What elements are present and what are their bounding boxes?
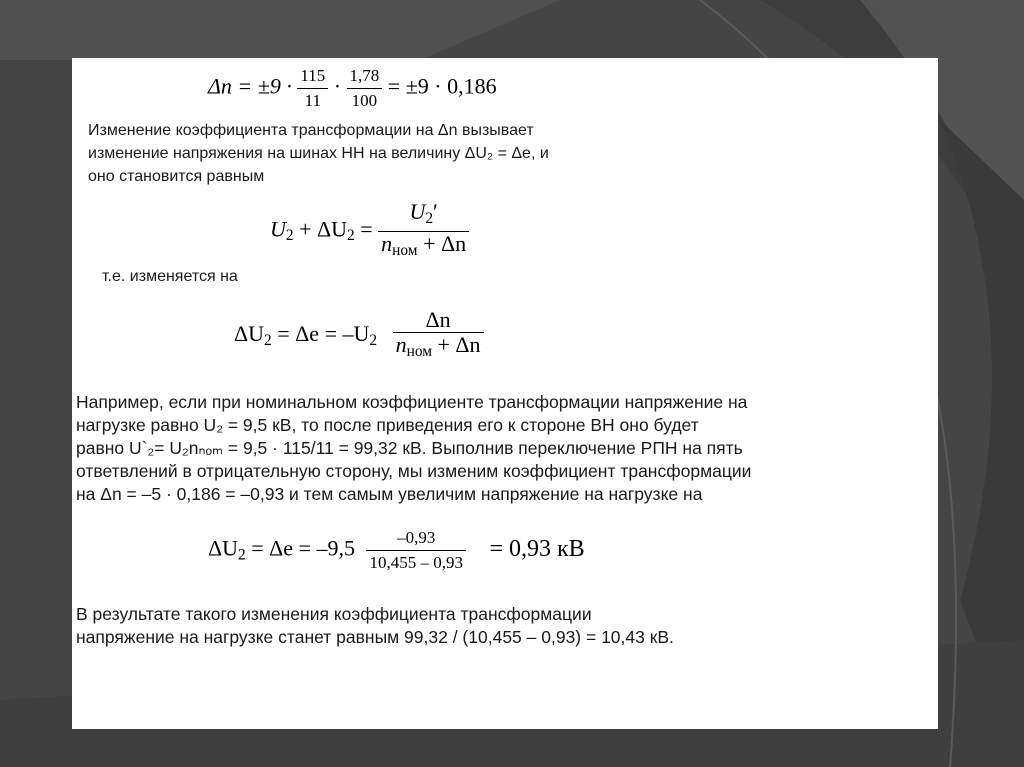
paragraph-2: т.е. изменяется на	[102, 268, 238, 285]
paragraph-3-line-4: ответвлений в отрицательную сторону, мы изменим коэффициент трансформации	[76, 461, 752, 481]
paragraph-4-line-1: В результате такого изменения коэффициента трансформации	[76, 604, 592, 624]
fraction-115-11: $\frac{115}{11}$	[297, 64, 328, 113]
paragraph-3-line-5: на Δn = –5 · 0,186 = –0,93 и тем самым увеличим напряжение на нагрузке на	[76, 484, 703, 504]
paragraph-1-line-1: Изменение коэффициента трансформации на Δn вызывает	[88, 122, 534, 139]
fraction-u2-over-n: $\frac{U_2'}{n_{ном} + \Delta n}$	[378, 200, 469, 263]
paragraph-1-line-3: оно становится равным	[88, 168, 265, 185]
formula-u2-plus-delta: $U_2 + \Delta U_2$ = $\frac{U_2'}{n_{ном} + \Delta n}$	[270, 200, 469, 263]
paragraph-3-line-1: Например, если при номинальном коэффициенте трансформации напряжение на	[76, 392, 748, 412]
formula-delta-u2-result: $\Delta U_2 = \Delta e = -9,5$ $\frac{-0,93}{10,455 - 0,93}$ = 0,93 кВ	[208, 526, 585, 575]
paragraph-3-line-2: нагрузке равно U₂ = 9,5 кВ, то после приведения его к стороне ВН оно будет	[76, 415, 699, 435]
slide-content	[72, 58, 938, 729]
formula-delta-n: Δn = ±9 · $\frac{115}{11}$ · $\frac{1,78}{100}$ = ±9 · 0,186	[208, 64, 497, 113]
paragraph-3-line-3: равно U`₂= U₂nₙₒₘ = 9,5 · 115/11 = 99,32 кВ. Выполнив переключение РПН на пять	[76, 438, 743, 458]
fraction-178-100: $\frac{1,78}{100}$	[347, 64, 383, 113]
paragraph-1-line-2: изменение напряжения на шинах НН на величину ΔU₂ = Δe, и	[88, 145, 549, 162]
fraction-delta-n-over-n: $\frac{\Delta n}{n_{ном} + \Delta n}$	[393, 308, 484, 364]
formula-delta-u2: $\Delta U_2 = \Delta e = -U_2$ $\frac{\Delta n}{n_{ном} + \Delta n}$	[234, 308, 484, 364]
paragraph-4-line-2: напряжение на нагрузке станет равным 99,32 / (10,455 – 0,93) = 10,43 кВ.	[76, 627, 674, 647]
fraction-093-over-diff: $\frac{-0,93}{10,455 - 0,93}$	[366, 526, 466, 575]
